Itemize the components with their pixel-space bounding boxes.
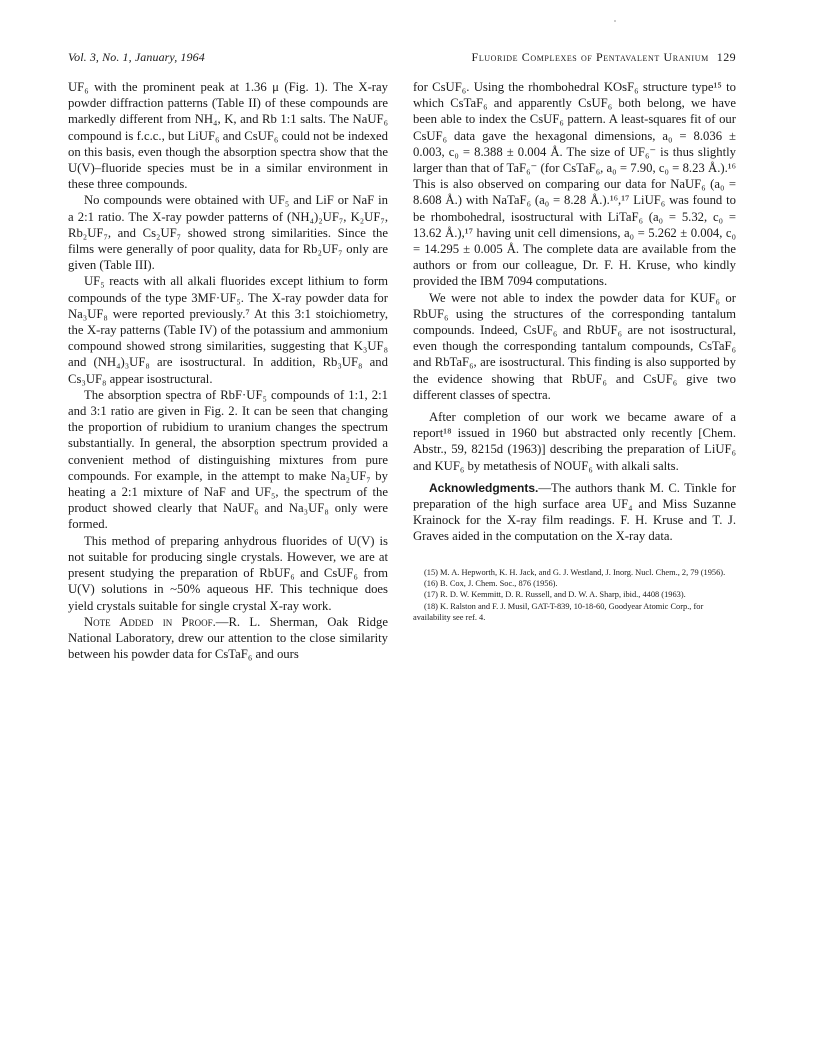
paragraph: This method of preparing anhydrous fluorides of U(V) is not suitable for producing single crystals. However, we are at present studying the preparation of RbUF₆ and CsUF₆ from U(V) solutions in ~50% aqueous HF. This technique does yield crystals suitable for single crystal X-ray work.: [68, 533, 388, 613]
reference-item: (18) K. Ralston and F. J. Musil, GAT-T-839, 10-18-60, Goodyear Atomic Corp., for availability see ref. 4.: [413, 601, 704, 622]
scan-speck: [614, 20, 616, 22]
paragraph: for CsUF₆. Using the rhombohedral KOsF₆ structure type¹⁵ to which CsTaF₆ and apparently CsUF₆ both belong, we have been able to index the CsUF₆ pattern. A least-squares fit of our CsUF₆ data gave the hexagonal dimensions, a₀ = 8.036 ± 0.003, c₀ = 8.388 ± 0.004 Å. The size of UF₆⁻ is thus slightly larger than that of TaF₆⁻ (for CsTaF₆, a₀ = 7.90, c₀ = 8.23 Å.).¹⁶ This is also observed on comparing our data for NaUF₆ (a₀ = 8.608 Å.) with NaTaF₆ (a₀ = 8.28 Å.).¹⁶,¹⁷ LiUF₆ was found to be rhombohedral, isostructural with LiTaF₆ (a₀ = 5.32, c₀ = 13.62 Å.),¹⁷ having unit cell dimensions, a₀ = 5.262 ± 0.004, c₀ = 14.295 ± 0.005 Å. The complete data are available from the authors or from our colleague, Dr. F. H. Kruse, who kindly provided the IBM 7094 computations.: [413, 80, 736, 289]
reference-item: (16) B. Cox, J. Chem. Soc., 876 (1956).: [424, 578, 558, 588]
paragraph: UF₅ reacts with all alkali fluorides except lithium to form compounds of the type 3MF·UF₅. The X-ray powder data for Na₃UF₈ were reported previously.⁷ At this 3:1 stoichiometry, the X-ray patterns (Table IV) of the potassium and ammonium compound showed strong similarities, suggesting that K₃UF₈ and (NH₄)₃UF₈ are isostructural. In addition, Rb₃UF₈ and Cs₃UF₈ appear isostructural.: [68, 274, 388, 386]
reference-item: (15) M. A. Hepworth, K. H. Jack, and G. J. Westland, J. Inorg. Nucl. Chem., 2, 79 (1956).: [424, 567, 726, 577]
note-added-in-proof: [68, 614, 388, 663]
paragraph: UF₆ with the prominent peak at 1.36 μ (Fig. 1). The X-ray powder diffraction patterns (Table II) of these compounds are markedly different from NH₄, K, and Rb 1:1 salts. The NaUF₆ compound is f.c.c., but LiUF₆ and CsUF₆ could not be indexed on this basis, even though the absorption spectra show that the U(V)–fluoride species must be in a similar environment in these three compounds.: [68, 80, 388, 192]
ack-label: Acknowledgments.: [429, 480, 539, 495]
paragraph: After completion of our work we became aware of a report¹⁸ issued in 1960 but abstracted only recently [Chem. Abstr., 59, 8215d (1963)] describing the preparation of LiUF₆ and KUF₆ by metathesis of NOUF₆ with alkali salts.: [413, 410, 736, 473]
note-label: Note Added in Proof.: [84, 614, 216, 629]
journal-citation: Vol. 3, No. 1, January, 1964: [68, 50, 205, 64]
left-column: [68, 79, 388, 662]
paragraph: The absorption spectra of RbF·UF₅ compounds of 1:1, 2:1 and 3:1 ratio are given in Fig. 2. It can be seen that changing the proportion of rubidium to uranium changes the spectrum substantially. In general, the absorption spectrum provided a convenient method of distinguishing mixtures from pure compounds. For example, in the attempt to make Na₂UF₇ by heating a 2:1 mixture of NaF and UF₅, the spectrum of the product showed clearly that NaUF₆ and Na₃UF₈ only were formed.: [68, 387, 388, 532]
acknowledgments: [413, 480, 736, 545]
note-text: —R. L. Sherman, Oak Ridge National Laboratory, drew our attention to the close similarity between his powder data for CsTaF₆ and ours: [68, 614, 388, 662]
right-column: [413, 79, 736, 623]
page-number: 129: [716, 50, 736, 64]
reference-item: (17) R. D. W. Kemmitt, D. R. Russell, and D. W. A. Sharp, ibid., 4408 (1963).: [424, 590, 686, 600]
ack-text: —The authors thank M. C. Tinkle for preparation of the high surface area UF₄ and Miss Suzanne Krainock for the X-ray film readings. F. H. Kruse and T. J. Graves aided in the computation on the X-ray data.: [413, 480, 736, 544]
running-title: Fluoride Complexes of Pentavalent Uranium: [471, 50, 709, 64]
paragraph: We were not able to index the powder data for KUF₆ or RbUF₆ using the structures of the corresponding tantalum compounds. Indeed, CsUF₆ and RbUF₆ are not isostructural, even though the corresponding tantalum compounds, CsTaF₆ and RbTaF₆, are isostructural. This finding is also supported by the evidence showing that RbUF₆ and CsUF₆ give two different classes of spectra.: [413, 290, 736, 402]
page-header: [68, 50, 736, 66]
references: [413, 567, 736, 623]
paragraph: No compounds were obtained with UF₅ and LiF or NaF in a 2:1 ratio. The X-ray powder patterns of (NH₄)₂UF₇, K₂UF₇, Rb₂UF₇, and Cs₂UF₇ showed strong similarities. Since the films were generally of poor quality, data for Rb₂UF₇ only are given (Table III).: [68, 193, 388, 273]
running-header: [472, 50, 736, 65]
